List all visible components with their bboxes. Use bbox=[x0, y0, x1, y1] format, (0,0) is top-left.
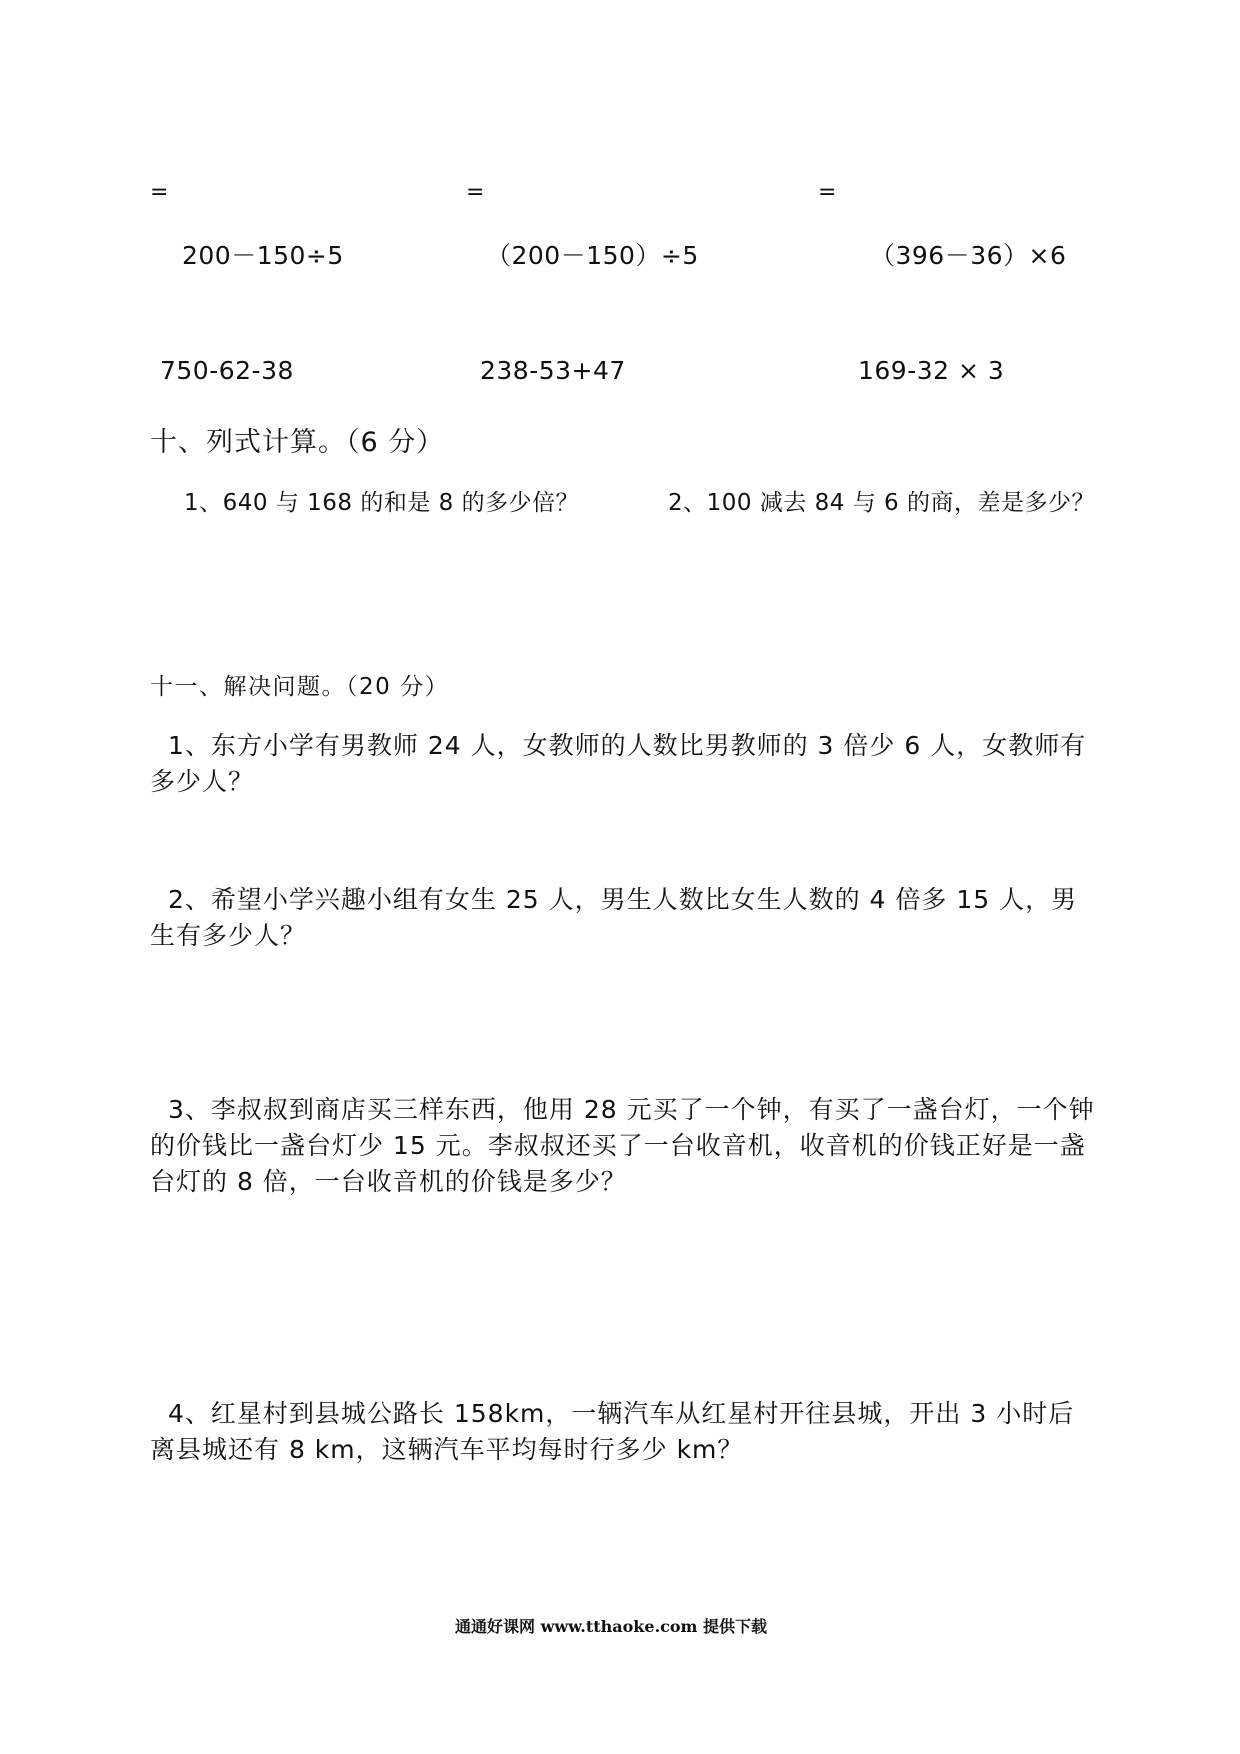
expression: （396－36）×6 bbox=[870, 241, 1067, 270]
expression: 169-32 × 3 bbox=[858, 356, 1005, 385]
expression: （200－150）÷5 bbox=[486, 241, 699, 270]
expression: 238-53+47 bbox=[480, 356, 626, 385]
word-problem-text: 2、希望小学兴趣小组有女生 25 人，男生人数比女生人数的 4 倍多 15 人，男生有多少人？ bbox=[150, 885, 1078, 950]
word-problem-3 bbox=[150, 1092, 1100, 1200]
equals-sign-2: = bbox=[466, 180, 485, 205]
word-problem-2 bbox=[150, 882, 1100, 954]
word-problem-text: 3、李叔叔到商店买三样东西，他用 28 元买了一个钟，有买了一盏台灯，一个钟的价钱比一盏台灯少 15 元。李叔叔还买了一台收音机，收音机的价钱正好是一盏台灯的 8 倍，一台收音机的价钱是多少？ bbox=[150, 1095, 1095, 1196]
section-10-question-2: 2、100 减去 84 与 6 的商，差是多少？ bbox=[668, 490, 1095, 516]
equals-sign-1: = bbox=[150, 180, 169, 205]
word-problem-text: 4、红星村到县城公路长 158km，一辆汽车从红星村开往县城，开出 3 小时后离县城还有 8 km，这辆汽车平均每时行多少 km？ bbox=[150, 1399, 1075, 1464]
word-problem-text: 1、东方小学有男教师 24 人，女教师的人数比男教师的 3 倍少 6 人，女教师有多少人？ bbox=[150, 731, 1087, 796]
word-problem-1 bbox=[150, 728, 1100, 800]
section-11-heading: 十一、解决问题。（20 分） bbox=[150, 674, 450, 700]
section-10-heading: 十、列式计算。（6 分） bbox=[150, 427, 445, 458]
word-problem-4 bbox=[150, 1396, 1100, 1468]
equals-sign-3: = bbox=[818, 180, 837, 205]
section-10-question-1: 1、640 与 168 的和是 8 的多少倍？ bbox=[184, 490, 580, 516]
footer-credit: 通通好课网 www.tthaoke.com 提供下载 bbox=[455, 1617, 768, 1636]
expression: 750-62-38 bbox=[160, 356, 294, 385]
expression: 200－150÷5 bbox=[182, 241, 344, 270]
